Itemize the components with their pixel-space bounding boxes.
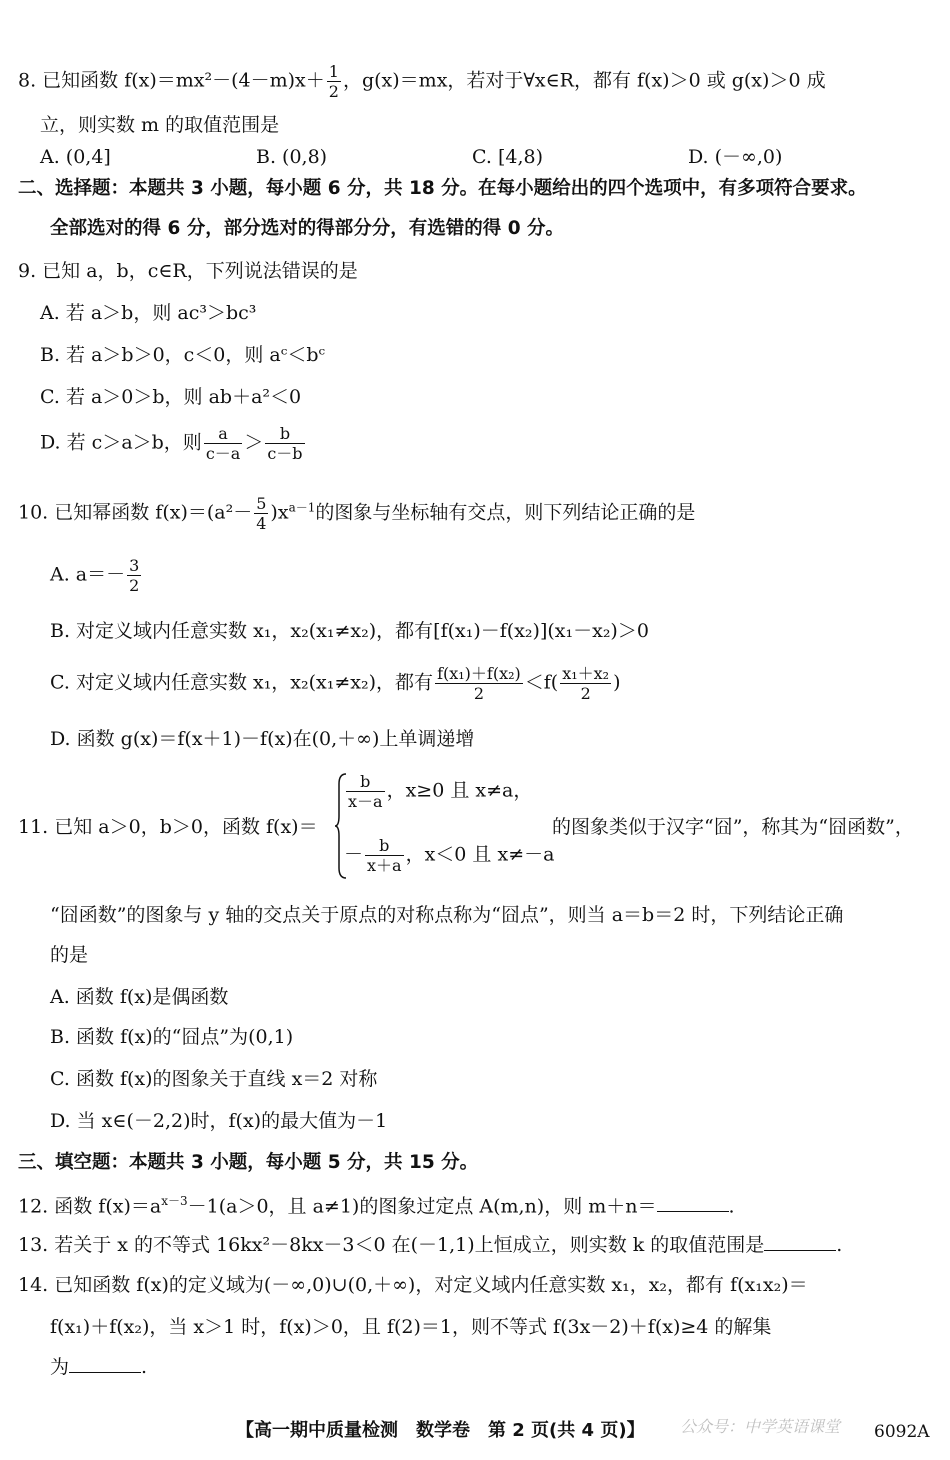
section3-heading: 三、填空题：本题共 3 小题，每小题 5 分，共 15 分。 bbox=[18, 1152, 479, 1173]
q10-option-c: C. 对定义域内任意实数 x₁，x₂(x₁≠x₂)，都有 $\frac{\text{f(x₁)＋f(x₂)}}{2}$ ＜f( $\frac{\text{x₁＋x₂}}{2}$ ) bbox=[50, 664, 621, 704]
q11-line2: “囧函数”的图象与 y 轴的交点关于原点的对称点称为“囧点”，则当 a＝b＝2 时，下列结论正确 bbox=[50, 904, 844, 926]
q9-option-b: B. 若 a＞b＞0，c＜0，则 aᶜ＜bᶜ bbox=[40, 344, 326, 366]
q11-case1: $\frac{b}{x-a}$ ，x≥0 且 x≠a， bbox=[348, 772, 533, 812]
q11-stem-post: 的图象类似于汉字“囧”，称其为“囧函数”， bbox=[552, 816, 914, 838]
q11-case2: － $\frac{b}{x+a}$ ，x＜0 且 x≠－a bbox=[344, 836, 555, 876]
q8-option-d: D. (－∞,0) bbox=[688, 146, 783, 168]
q11-stem-pre: 11. 已知 a＞0，b＞0，函数 f(x)＝ bbox=[18, 816, 318, 838]
q14-line2: f(x₁)＋f(x₂)，当 x＞1 时，f(x)＞0，且 f(2)＝1，则不等式 f(3x－2)＋f(x)≥4 的解集 bbox=[50, 1316, 772, 1338]
q8-line2: 立，则实数 m 的取值范围是 bbox=[40, 114, 280, 136]
q11-option-d: D. 当 x∈(－2,2)时，f(x)的最大值为－1 bbox=[50, 1110, 388, 1132]
fraction-half: $\frac{1}{2}$ bbox=[328, 62, 339, 102]
q11-line3: 的是 bbox=[50, 944, 89, 966]
q8-option-b: B. (0,8) bbox=[256, 146, 328, 168]
section2-scoring: 全部选对的得 6 分，部分选对的得部分分，有选错的得 0 分。 bbox=[50, 218, 565, 239]
answer-blank[interactable] bbox=[657, 1197, 729, 1212]
answer-blank[interactable] bbox=[764, 1236, 836, 1251]
q8-line1: 8. 已知函数 f(x)＝mx²－(4－m)x＋ $\frac{1}{2}$ ，g(x)＝mx，若对于∀x∈R，都有 f(x)＞0 或 g(x)＞0 成 bbox=[18, 62, 826, 102]
q12-text: 12. 函数 $f(x)=a^{x-3}-1(a>0$，且 a≠1)的图象过定点 A(m,n)，则 m＋n＝ . bbox=[18, 1194, 735, 1218]
watermark: 公众号：中学英语课堂 bbox=[680, 1417, 841, 1436]
q11-option-b: B. 函数 f(x)的“囧点”为(0,1) bbox=[50, 1026, 294, 1048]
q10-option-a: A. a＝－ $\frac{3}{2}$ bbox=[50, 556, 140, 596]
section2-heading: 二、选择题：本题共 3 小题，每小题 6 分，共 18 分。在每小题给出的四个选项中，有多项符合要求。 bbox=[18, 178, 867, 199]
q10-stem: 10. 已知幂函数 f(x)＝(a²－ $\frac{5}{4}$ )$x^{a-1}$的图象与坐标轴有交点，则下列结论正确的是 bbox=[18, 494, 696, 534]
q9-option-d: D. 若 c＞a＞b，则 $\frac{a}{c-a}$ ＞ $\frac{b}{c-b}$ bbox=[40, 424, 303, 464]
page-footer: 【高一期中质量检测 数学卷 第 2 页(共 4 页)】 bbox=[236, 1420, 645, 1441]
q10-option-d: D. 函数 g(x)＝f(x＋1)－f(x)在(0,＋∞)上单调递增 bbox=[50, 728, 475, 750]
q14-line3: 为 . bbox=[50, 1356, 148, 1378]
q9-option-a: A. 若 a＞b，则 ac³＞bc³ bbox=[40, 302, 257, 324]
q8-option-c: C. [4,8) bbox=[472, 146, 543, 168]
q9-option-c: C. 若 a＞0＞b，则 ab＋a²＜0 bbox=[40, 386, 302, 408]
q9-stem: 9. 已知 a，b，c∈R，下列说法错误的是 bbox=[18, 260, 358, 282]
q13-text: 13. 若关于 x 的不等式 16kx²－8kx－3＜0 在(－1,1)上恒成立，则实数 k 的取值范围是 . bbox=[18, 1234, 843, 1256]
exam-code: 6092A bbox=[874, 1422, 930, 1442]
q8-option-a: A. (0,4] bbox=[40, 146, 111, 168]
q10-option-b: B. 对定义域内任意实数 x₁，x₂(x₁≠x₂)，都有[f(x₁)－f(x₂)](x₁－x₂)＞0 bbox=[50, 620, 649, 642]
q11-option-a: A. 函数 f(x)是偶函数 bbox=[50, 986, 229, 1008]
q14-line1: 14. 已知函数 f(x)的定义域为(－∞,0)∪(0,＋∞)，对定义域内任意实数 x₁，x₂，都有 f(x₁x₂)＝ bbox=[18, 1274, 808, 1296]
q11-option-c: C. 函数 f(x)的图象关于直线 x＝2 对称 bbox=[50, 1068, 378, 1090]
answer-blank[interactable] bbox=[69, 1358, 141, 1373]
